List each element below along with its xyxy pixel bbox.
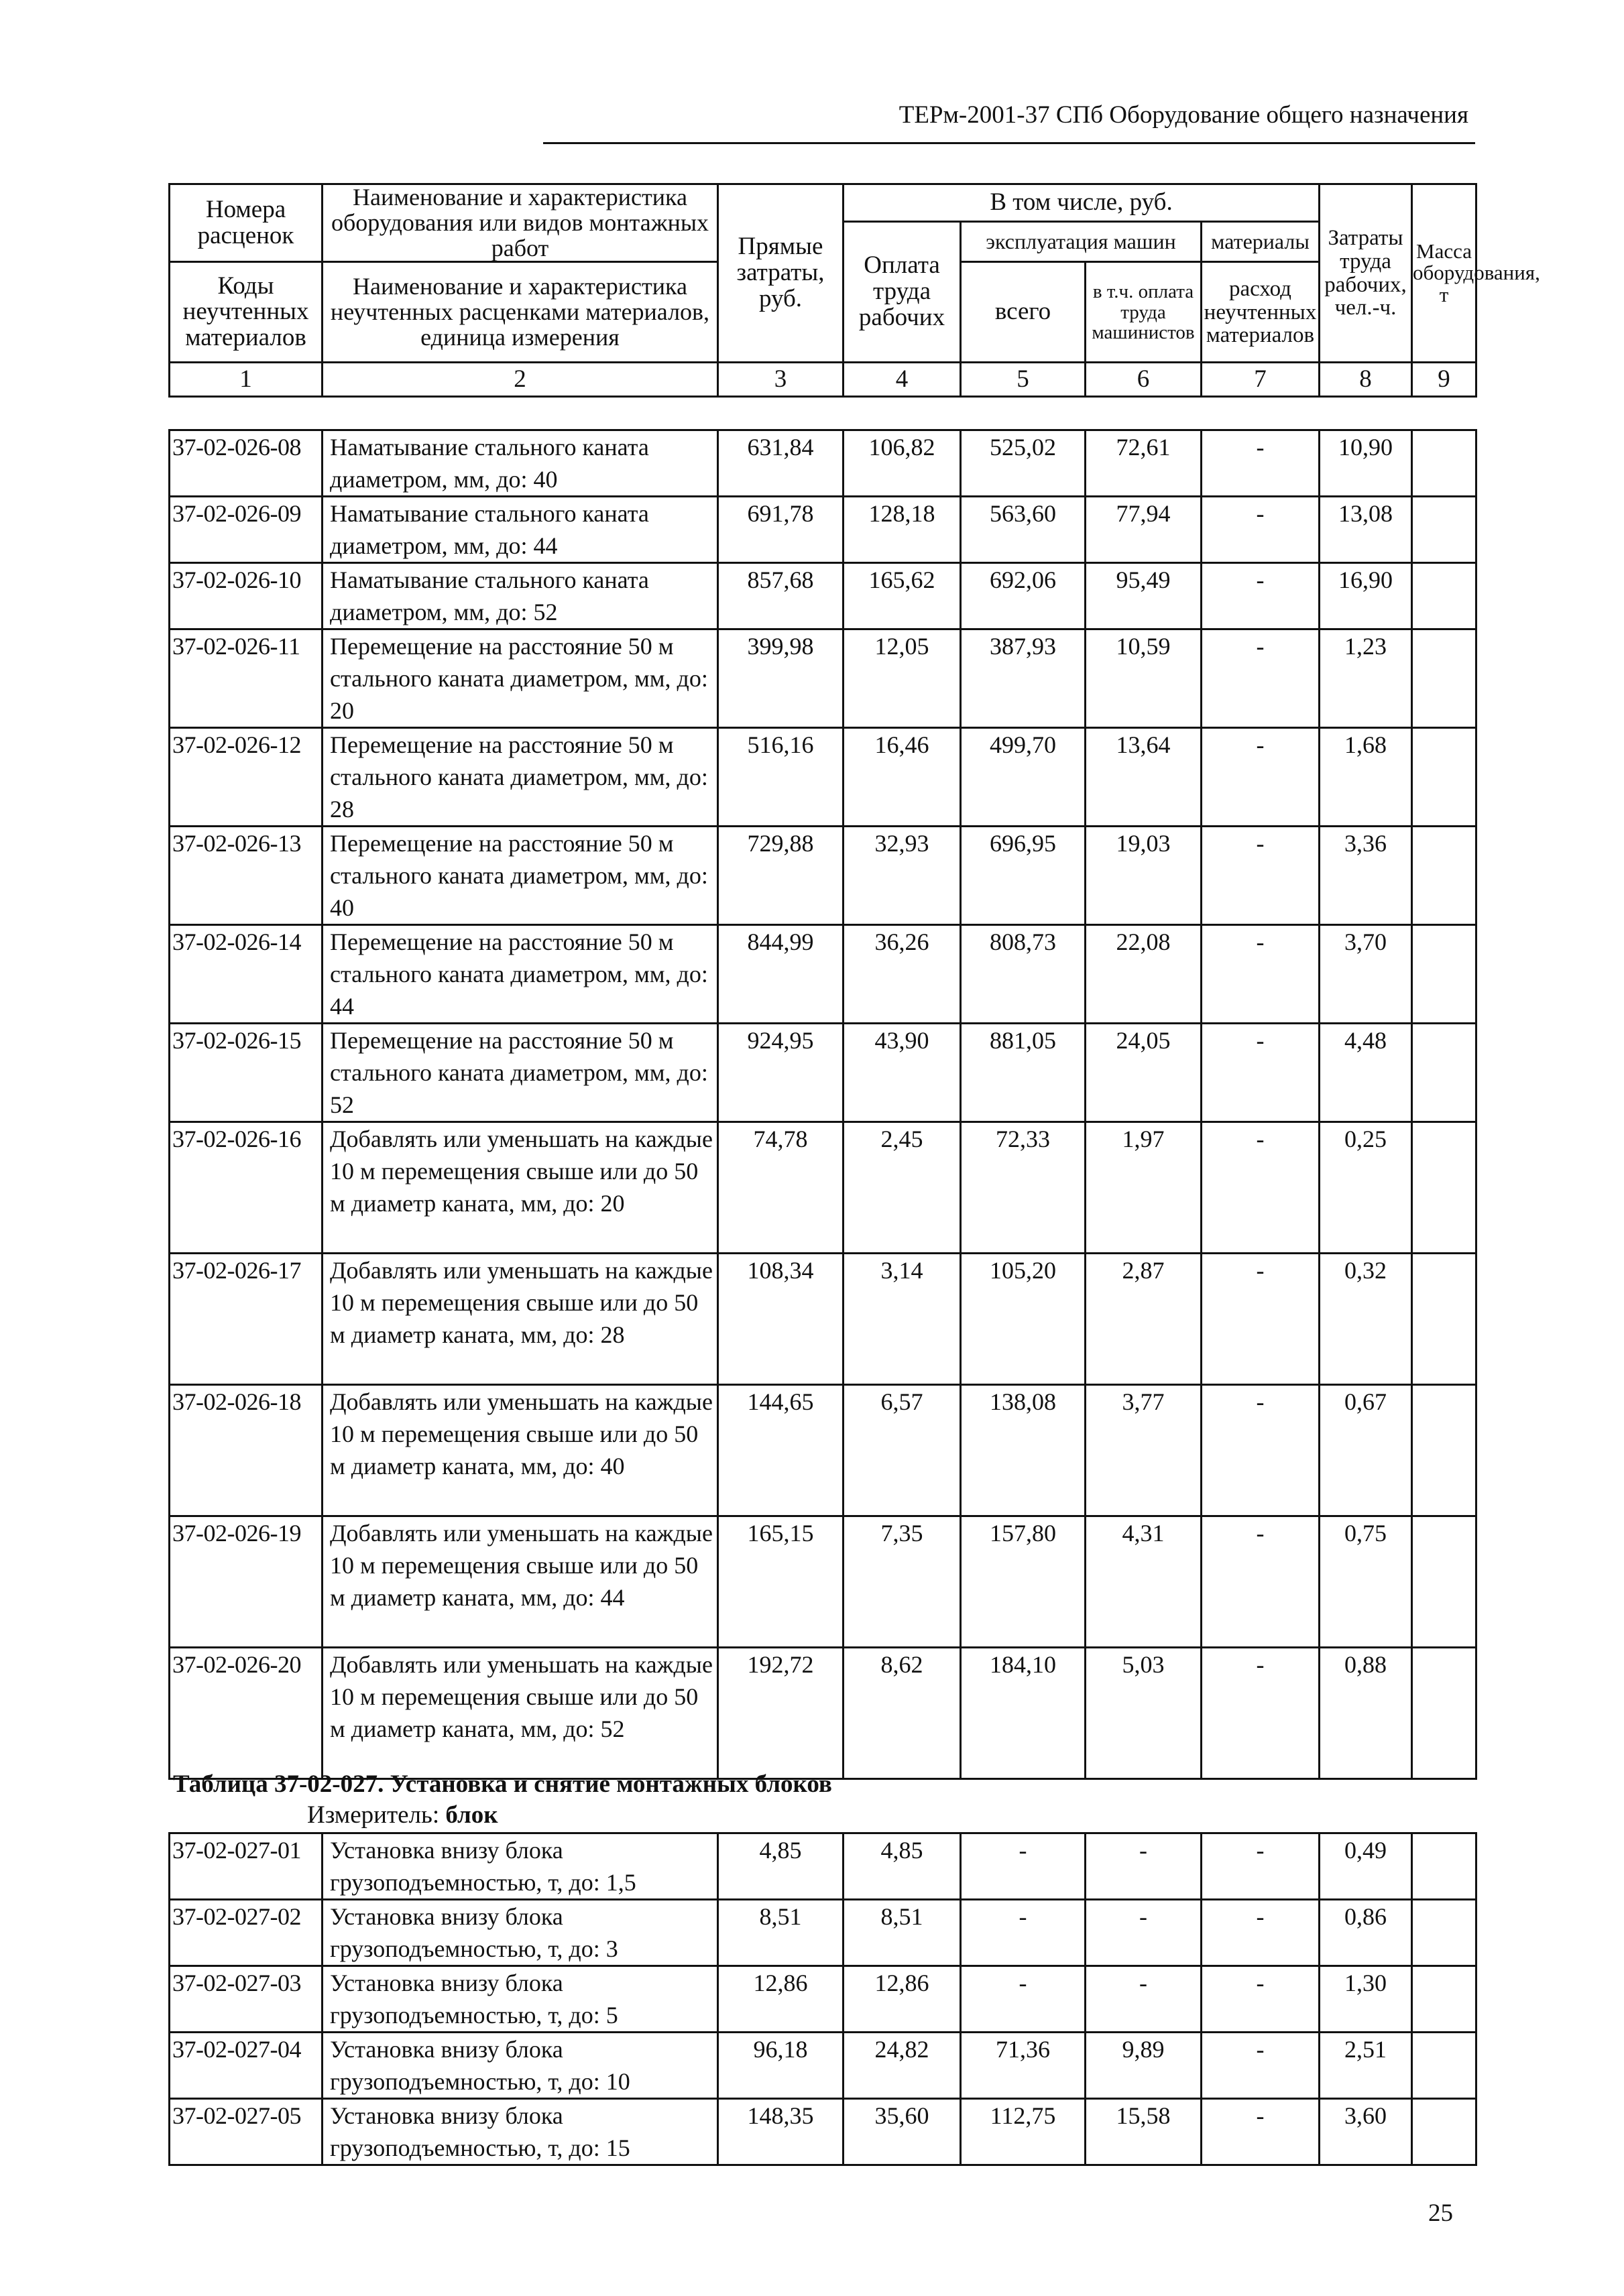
table-row bbox=[170, 1024, 1476, 1122]
labor-hours-value: 0,75 bbox=[1320, 1516, 1412, 1648]
direct-costs-value: 691,78 bbox=[718, 497, 844, 563]
direct-costs-value: 857,68 bbox=[718, 563, 844, 629]
rate-code: 37-02-027-04 bbox=[170, 2033, 323, 2099]
worker-pay-value: 3,14 bbox=[844, 1254, 961, 1385]
table-row bbox=[170, 925, 1476, 1024]
work-description: Наматывание стального каната диаметром, мм, до: 44 bbox=[323, 497, 718, 563]
table-row bbox=[170, 728, 1476, 827]
table-row bbox=[170, 563, 1476, 629]
direct-costs-value: 148,35 bbox=[718, 2099, 844, 2165]
equipment-mass-value bbox=[1412, 563, 1476, 629]
equipment-mass-value bbox=[1412, 1648, 1476, 1779]
table-row bbox=[170, 1122, 1476, 1254]
direct-costs-value: 192,72 bbox=[718, 1648, 844, 1779]
worker-pay-value: 16,46 bbox=[844, 728, 961, 827]
column-number: 7 bbox=[1202, 363, 1320, 397]
work-description: Установка внизу блока грузоподъемностью, т, до: 5 bbox=[323, 1966, 718, 2033]
worker-pay-value: 2,45 bbox=[844, 1122, 961, 1254]
direct-costs-value: 924,95 bbox=[718, 1024, 844, 1122]
machines-total-value: 881,05 bbox=[961, 1024, 1086, 1122]
labor-hours-value: 0,32 bbox=[1320, 1254, 1412, 1385]
labor-hours-value: 16,90 bbox=[1320, 563, 1412, 629]
materials-value: - bbox=[1202, 2033, 1320, 2099]
table-row bbox=[170, 827, 1476, 925]
equipment-mass-value bbox=[1412, 1385, 1476, 1516]
worker-pay-value: 6,57 bbox=[844, 1385, 961, 1516]
operators-pay-value: 9,89 bbox=[1086, 2033, 1202, 2099]
rate-code: 37-02-027-03 bbox=[170, 1966, 323, 2033]
rate-code: 37-02-026-14 bbox=[170, 925, 323, 1024]
work-description: Добавлять или уменьшать на каждые 10 м перемещения свыше или до 50 м диаметр каната, мм, до: 44 bbox=[323, 1516, 718, 1648]
work-description: Установка внизу блока грузоподъемностью, т, до: 1,5 bbox=[323, 1833, 718, 1900]
operators-pay-value: 22,08 bbox=[1086, 925, 1202, 1024]
machines-total-value: 696,95 bbox=[961, 827, 1086, 925]
machines-total-value: - bbox=[961, 1966, 1086, 2033]
table-row bbox=[170, 1966, 1476, 2033]
equipment-mass-value bbox=[1412, 629, 1476, 728]
rate-code: 37-02-026-09 bbox=[170, 497, 323, 563]
labor-hours-value: 1,30 bbox=[1320, 1966, 1412, 2033]
header-equipment-mass: Масса оборудования, т bbox=[1412, 184, 1476, 363]
direct-costs-value: 631,84 bbox=[718, 430, 844, 497]
machines-total-value: 499,70 bbox=[961, 728, 1086, 827]
operators-pay-value: 2,87 bbox=[1086, 1254, 1202, 1385]
measure-unit-value: блок bbox=[445, 1801, 498, 1829]
column-number: 2 bbox=[323, 363, 718, 397]
worker-pay-value: 8,62 bbox=[844, 1648, 961, 1779]
machines-total-value: 184,10 bbox=[961, 1648, 1086, 1779]
operators-pay-value: 77,94 bbox=[1086, 497, 1202, 563]
worker-pay-value: 128,18 bbox=[844, 497, 961, 563]
column-header-table bbox=[168, 183, 1540, 398]
column-number: 6 bbox=[1086, 363, 1202, 397]
table-row bbox=[170, 629, 1476, 728]
equipment-mass-value bbox=[1412, 1254, 1476, 1385]
labor-hours-value: 3,70 bbox=[1320, 925, 1412, 1024]
materials-value: - bbox=[1202, 1254, 1320, 1385]
rate-code: 37-02-026-18 bbox=[170, 1385, 323, 1516]
machines-total-value: 112,75 bbox=[961, 2099, 1086, 2165]
machines-total-value: 71,36 bbox=[961, 2033, 1086, 2099]
equipment-mass-value bbox=[1412, 1516, 1476, 1648]
header-including-group: В том числе, руб. bbox=[844, 184, 1320, 222]
rate-code: 37-02-026-20 bbox=[170, 1648, 323, 1779]
column-number: 5 bbox=[961, 363, 1086, 397]
materials-value: - bbox=[1202, 1833, 1320, 1900]
materials-value: - bbox=[1202, 827, 1320, 925]
work-description: Наматывание стального каната диаметром, мм, до: 52 bbox=[323, 563, 718, 629]
direct-costs-value: 399,98 bbox=[718, 629, 844, 728]
worker-pay-value: 12,86 bbox=[844, 1966, 961, 2033]
work-description: Перемещение на расстояние 50 м стального каната диаметром, мм, до: 28 bbox=[323, 728, 718, 827]
worker-pay-value: 35,60 bbox=[844, 2099, 961, 2165]
machines-total-value: - bbox=[961, 1833, 1086, 1900]
column-number: 9 bbox=[1412, 363, 1476, 397]
table-row bbox=[170, 2099, 1476, 2165]
equipment-mass-value bbox=[1412, 1966, 1476, 2033]
machines-total-value: 525,02 bbox=[961, 430, 1086, 497]
operators-pay-value: 3,77 bbox=[1086, 1385, 1202, 1516]
labor-hours-value: 0,49 bbox=[1320, 1833, 1412, 1900]
header-operators-pay: в т.ч. оплата труда машинистов bbox=[1086, 262, 1202, 363]
table-row bbox=[170, 2033, 1476, 2099]
operators-pay-value: 24,05 bbox=[1086, 1024, 1202, 1122]
equipment-mass-value bbox=[1412, 1833, 1476, 1900]
machines-total-value: 563,60 bbox=[961, 497, 1086, 563]
materials-value: - bbox=[1202, 925, 1320, 1024]
machines-total-value: - bbox=[961, 1900, 1086, 1966]
rates-table-027 bbox=[168, 1832, 1477, 2166]
measure-unit-line bbox=[307, 1801, 498, 1829]
equipment-mass-value bbox=[1412, 497, 1476, 563]
labor-hours-value: 3,36 bbox=[1320, 827, 1412, 925]
worker-pay-value: 165,62 bbox=[844, 563, 961, 629]
materials-value: - bbox=[1202, 629, 1320, 728]
equipment-mass-value bbox=[1412, 1900, 1476, 1966]
column-number: 8 bbox=[1320, 363, 1412, 397]
rate-code: 37-02-026-08 bbox=[170, 430, 323, 497]
equipment-mass-value bbox=[1412, 2099, 1476, 2165]
table-row bbox=[170, 1254, 1476, 1385]
labor-hours-value: 10,90 bbox=[1320, 430, 1412, 497]
header-machines-total: всего bbox=[961, 262, 1086, 363]
labor-hours-value: 0,88 bbox=[1320, 1648, 1412, 1779]
work-description: Наматывание стального каната диаметром, мм, до: 40 bbox=[323, 430, 718, 497]
equipment-mass-value bbox=[1412, 1122, 1476, 1254]
header-machine-operation: эксплуатация машин bbox=[961, 222, 1202, 262]
direct-costs-value: 12,86 bbox=[718, 1966, 844, 2033]
header-material-name: Наименование и характеристика неучтенных расценками материалов, единица измерения bbox=[323, 262, 718, 363]
rate-code: 37-02-026-13 bbox=[170, 827, 323, 925]
operators-pay-value: 15,58 bbox=[1086, 2099, 1202, 2165]
worker-pay-value: 106,82 bbox=[844, 430, 961, 497]
rate-code: 37-02-027-02 bbox=[170, 1900, 323, 1966]
labor-hours-value: 0,67 bbox=[1320, 1385, 1412, 1516]
materials-value: - bbox=[1202, 1966, 1320, 2033]
work-description: Перемещение на расстояние 50 м стального каната диаметром, мм, до: 52 bbox=[323, 1024, 718, 1122]
equipment-mass-value bbox=[1412, 1024, 1476, 1122]
labor-hours-value: 1,68 bbox=[1320, 728, 1412, 827]
direct-costs-value: 144,65 bbox=[718, 1385, 844, 1516]
equipment-mass-value bbox=[1412, 925, 1476, 1024]
equipment-mass-value bbox=[1412, 827, 1476, 925]
header-material-consumption: расход неучтенных материалов bbox=[1202, 262, 1320, 363]
operators-pay-value: - bbox=[1086, 1966, 1202, 2033]
work-description: Установка внизу блока грузоподъемностью, т, до: 3 bbox=[323, 1900, 718, 1966]
machines-total-value: 138,08 bbox=[961, 1385, 1086, 1516]
worker-pay-value: 7,35 bbox=[844, 1516, 961, 1648]
operators-pay-value: 13,64 bbox=[1086, 728, 1202, 827]
header-materials: материалы bbox=[1202, 222, 1320, 262]
operators-pay-value: 5,03 bbox=[1086, 1648, 1202, 1779]
column-number: 1 bbox=[170, 363, 323, 397]
labor-hours-value: 4,48 bbox=[1320, 1024, 1412, 1122]
work-description: Добавлять или уменьшать на каждые 10 м перемещения свыше или до 50 м диаметр каната, мм, до: 28 bbox=[323, 1254, 718, 1385]
worker-pay-value: 32,93 bbox=[844, 827, 961, 925]
header-worker-pay: Оплата труда рабочих bbox=[844, 222, 961, 363]
operators-pay-value: 19,03 bbox=[1086, 827, 1202, 925]
operators-pay-value: 10,59 bbox=[1086, 629, 1202, 728]
operators-pay-value: 1,97 bbox=[1086, 1122, 1202, 1254]
rate-code: 37-02-027-05 bbox=[170, 2099, 323, 2165]
table-row bbox=[170, 1900, 1476, 1966]
operators-pay-value: - bbox=[1086, 1833, 1202, 1900]
worker-pay-value: 4,85 bbox=[844, 1833, 961, 1900]
materials-value: - bbox=[1202, 1385, 1320, 1516]
labor-hours-value: 3,60 bbox=[1320, 2099, 1412, 2165]
work-description: Установка внизу блока грузоподъемностью, т, до: 15 bbox=[323, 2099, 718, 2165]
column-number: 3 bbox=[718, 363, 844, 397]
materials-value: - bbox=[1202, 1516, 1320, 1648]
operators-pay-value: 4,31 bbox=[1086, 1516, 1202, 1648]
direct-costs-value: 516,16 bbox=[718, 728, 844, 827]
table-row bbox=[170, 1516, 1476, 1648]
machines-total-value: 808,73 bbox=[961, 925, 1086, 1024]
direct-costs-value: 844,99 bbox=[718, 925, 844, 1024]
materials-value: - bbox=[1202, 563, 1320, 629]
page-number: 25 bbox=[1428, 2199, 1453, 2227]
operators-pay-value: 72,61 bbox=[1086, 430, 1202, 497]
work-description: Перемещение на расстояние 50 м стального каната диаметром, мм, до: 20 bbox=[323, 629, 718, 728]
direct-costs-value: 729,88 bbox=[718, 827, 844, 925]
operators-pay-value: 95,49 bbox=[1086, 563, 1202, 629]
materials-value: - bbox=[1202, 430, 1320, 497]
direct-costs-value: 8,51 bbox=[718, 1900, 844, 1966]
work-description: Добавлять или уменьшать на каждые 10 м перемещения свыше или до 50 м диаметр каната, мм, до: 52 bbox=[323, 1648, 718, 1779]
labor-hours-value: 2,51 bbox=[1320, 2033, 1412, 2099]
worker-pay-value: 24,82 bbox=[844, 2033, 961, 2099]
work-description: Добавлять или уменьшать на каждые 10 м перемещения свыше или до 50 м диаметр каната, мм, до: 20 bbox=[323, 1122, 718, 1254]
direct-costs-value: 74,78 bbox=[718, 1122, 844, 1254]
header-material-codes: Коды неучтенных материалов bbox=[170, 262, 323, 363]
work-description: Перемещение на расстояние 50 м стального каната диаметром, мм, до: 44 bbox=[323, 925, 718, 1024]
rate-code: 37-02-026-12 bbox=[170, 728, 323, 827]
header-rate-numbers: Номера расценок bbox=[170, 184, 323, 262]
header-labor-hours: Затраты труда рабочих, чел.-ч. bbox=[1320, 184, 1412, 363]
direct-costs-value: 165,15 bbox=[718, 1516, 844, 1648]
rate-code: 37-02-027-01 bbox=[170, 1833, 323, 1900]
labor-hours-value: 0,25 bbox=[1320, 1122, 1412, 1254]
table-row bbox=[170, 1385, 1476, 1516]
table-row bbox=[170, 430, 1476, 497]
equipment-mass-value bbox=[1412, 2033, 1476, 2099]
rate-code: 37-02-026-16 bbox=[170, 1122, 323, 1254]
materials-value: - bbox=[1202, 1122, 1320, 1254]
direct-costs-value: 4,85 bbox=[718, 1833, 844, 1900]
equipment-mass-value bbox=[1412, 430, 1476, 497]
table-caption: Таблица 37-02-027. Установка и снятие монтажных блоков bbox=[173, 1770, 832, 1798]
machines-total-value: 692,06 bbox=[961, 563, 1086, 629]
direct-costs-value: 96,18 bbox=[718, 2033, 844, 2099]
materials-value: - bbox=[1202, 728, 1320, 827]
work-description: Установка внизу блока грузоподъемностью, т, до: 10 bbox=[323, 2033, 718, 2099]
rate-code: 37-02-026-10 bbox=[170, 563, 323, 629]
machines-total-value: 387,93 bbox=[961, 629, 1086, 728]
worker-pay-value: 43,90 bbox=[844, 1024, 961, 1122]
materials-value: - bbox=[1202, 1648, 1320, 1779]
machines-total-value: 72,33 bbox=[961, 1122, 1086, 1254]
labor-hours-value: 13,08 bbox=[1320, 497, 1412, 563]
header-work-name: Наименование и характеристика оборудования или видов монтажных работ bbox=[323, 184, 718, 262]
direct-costs-value: 108,34 bbox=[718, 1254, 844, 1385]
rates-table-026 bbox=[168, 429, 1477, 1780]
labor-hours-value: 1,23 bbox=[1320, 629, 1412, 728]
materials-value: - bbox=[1202, 1900, 1320, 1966]
labor-hours-value: 0,86 bbox=[1320, 1900, 1412, 1966]
rate-code: 37-02-026-17 bbox=[170, 1254, 323, 1385]
rate-code: 37-02-026-15 bbox=[170, 1024, 323, 1122]
machines-total-value: 105,20 bbox=[961, 1254, 1086, 1385]
rate-code: 37-02-026-11 bbox=[170, 629, 323, 728]
table-row bbox=[170, 1833, 1476, 1900]
work-description: Перемещение на расстояние 50 м стального каната диаметром, мм, до: 40 bbox=[323, 827, 718, 925]
table-row bbox=[170, 1648, 1476, 1779]
column-number: 4 bbox=[844, 363, 961, 397]
work-description: Добавлять или уменьшать на каждые 10 м перемещения свыше или до 50 м диаметр каната, мм, до: 40 bbox=[323, 1385, 718, 1516]
title-rule bbox=[543, 142, 1475, 144]
equipment-mass-value bbox=[1412, 728, 1476, 827]
worker-pay-value: 36,26 bbox=[844, 925, 961, 1024]
table-row bbox=[170, 497, 1476, 563]
materials-value: - bbox=[1202, 497, 1320, 563]
header-direct-costs: Прямые затраты, руб. bbox=[718, 184, 844, 363]
document-title: ТЕРм-2001-37 СПб Оборудование общего назначения bbox=[898, 101, 1468, 129]
worker-pay-value: 8,51 bbox=[844, 1900, 961, 1966]
worker-pay-value: 12,05 bbox=[844, 629, 961, 728]
machines-total-value: 157,80 bbox=[961, 1516, 1086, 1648]
measure-unit-label: Измеритель: bbox=[307, 1801, 440, 1829]
materials-value: - bbox=[1202, 2099, 1320, 2165]
rate-code: 37-02-026-19 bbox=[170, 1516, 323, 1648]
materials-value: - bbox=[1202, 1024, 1320, 1122]
operators-pay-value: - bbox=[1086, 1900, 1202, 1966]
